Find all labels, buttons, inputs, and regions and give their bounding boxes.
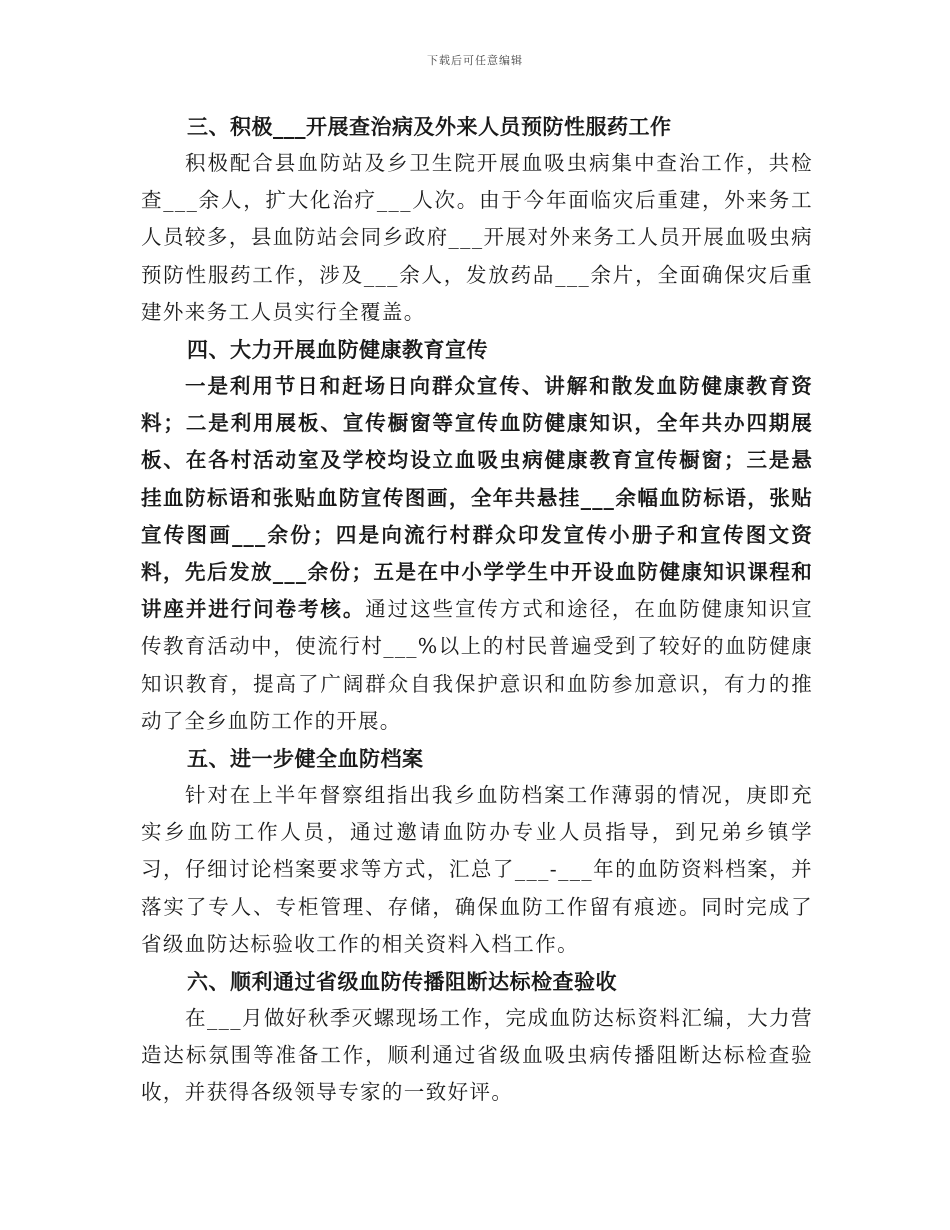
section-paragraph: 积极配合县血防站及乡卫生院开展血吸虫病集中查治工作，共检查___余人，扩大化治疗___人次。由于今年面临灾后重建，外来务工人员较多，县血防站会同乡政府___开展对外来务工人员开展血吸虫病预防性服药工作，涉及___余人，发放药品___余片，全面确保灾后重建外来务工人员实行全覆盖。	[141, 151, 813, 324]
section-paragraph	[141, 368, 813, 740]
section-heading: 三、积极___开展查治病及外来人员预防性服药工作	[187, 114, 672, 139]
section-heading: 六、顺利通过省级血防传播阻断达标检查验收	[187, 969, 617, 995]
section-paragraph: 在___月做好秋季灭螺现场工作，完成血防达标资料汇编，大力营造达标氛围等准备工作，顺利通过省级血吸虫病传播阻断达标检查验收，并获得各级领导专家的一致好评。	[141, 1006, 813, 1105]
page-header: 下载后可任意编辑	[427, 54, 523, 67]
section-heading: 四、大力开展血防健康教育宣传	[187, 337, 488, 363]
document-body	[141, 108, 813, 1112]
bold-lead-text: 一是利用节日和赶场日向群众宣传、讲解和散发血防健康教育资料；二是利用展板、宣传橱窗等宣传血防健康知识，全年共办四期展板、在各村活动室及学校均设立血吸虫病健康教育宣传橱窗；三是悬挂血防标语和张贴血防宣传图画，全年共悬挂___余幅血防标语，张贴宣传图画___余份；四是向流行村群众印发宣传小册子和宣传图文资料，先后发放___余份；五是在中小学学生中开设血防健康知识课程和讲座并进行问卷考核。	[141, 374, 813, 622]
section-heading: 五、进一步健全血防档案	[187, 746, 424, 772]
paragraph-text: 通过这些宣传方式和途径，在血防健康知识宣传教育活动中，使流行村___%以上的村民普遍受到了较好的血防健康知识教育，提高了广阔群众自我保护意识和血防参加意识，有力的推动了全乡血防工作的开展。	[141, 597, 814, 733]
section-paragraph: 针对在上半年督察组指出我乡血防档案工作薄弱的情况，庚即充实乡血防工作人员，通过邀请血防办专业人员指导，到兄弟乡镇学习，仔细讨论档案要求等方式，汇总了___-___年的血防资料档案，并落实了专人、专柜管理、存储，确保血防工作留有痕迹。同时完成了省级血防达标验收工作的相关资料入档工作。	[141, 783, 813, 956]
